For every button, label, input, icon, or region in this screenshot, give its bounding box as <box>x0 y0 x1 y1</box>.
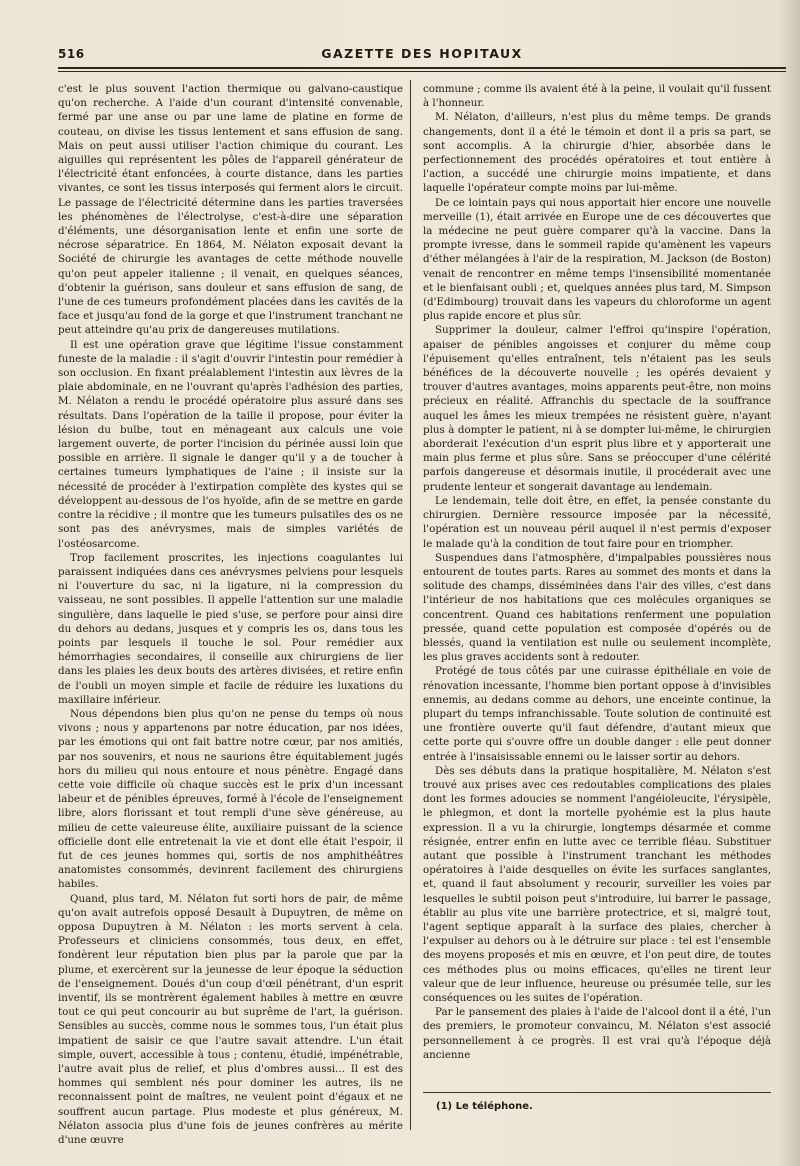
footnote: (1) Le téléphone. <box>436 1101 533 1112</box>
left-column <box>58 82 403 1147</box>
right-column <box>423 82 771 1062</box>
paragraph: Le lendemain, telle doit être, en effet, la pensée constante du chirurgien. Dernière ressource imposée par la nécessité, l'opération est un nouveau péril auquel il n'est permis d'exposer le malade qu'à la condition de tout faire pour en triompher. <box>423 494 771 550</box>
paragraph: c'est le plus souvent l'action thermique ou galvano-caustique qu'on recherche. A l'aide d'un courant d'intensité convenable, fermé par une anse ou par une lame de platine en forme de couteau, on divise les tissus lentement et sans effusion de sang. Mais on peut aussi utiliser l'action chimique du courant. Les aiguilles qui représentent les pôles de l'appareil générateur de l'électricité étant enfoncées, à courte distance, dans les parties vivantes, ce sont les tissus interposés qui ferment alors le circuit. Le passage de l'électricité détermine dans les parties traversées les phénomènes de l'électrolyse, c'est-à-dire une séparation d'éléments, une désorganisation lente et enfin une sorte de nécrose séparatrice. En 1864, M. Nélaton exposait devant la Société de chirurgie les avantages de cette méthode nouvelle qu'on peut appeler italienne ; il venait, en quelques séances, d'obtenir la guérison, sans douleur et sans effusion de sang, de l'une de ces tumeurs profondément placées dans les cavités de la face et jusqu'au fond de la gorge et que l'instrument tranchant ne peut atteindre qu'au prix de dangereuses mutilations. <box>58 83 403 337</box>
paragraph: commune ; comme ils avaient été à la peine, il voulait qu'il fussent à l'honneur. <box>423 83 771 110</box>
paragraph: Nous dépendons bien plus qu'on ne pense du temps où nous vivons ; nous y appartenons par notre éducation, par nos idées, par les émotions qui ont fait battre notre cœur, par nos amitiés, par nos souvenirs, et nous ne saurions être équitablement jugés hors du milieu qui nous entoure et nous pénètre. Engagé dans cette voie difficile où chaque succès est le prix d'un incessant labeur et de pénibles épreuves, formé à l'école de l'enseignement libre, alors florissant et tout rempli d'une sève généreuse, au milieu de cette valeureuse élite, auxiliaire puissant de la science officielle dont elle entretenait la vie et dont elle était l'espoir, il fut de ces jeunes hommes qui, sortis de nos amphithéâtres anatomistes consommés, devinrent facilement des chirurgiens habiles. <box>58 707 403 891</box>
paragraph: Il est une opération grave que légitime l'issue constamment funeste de la maladie : il s'agit d'ouvrir l'intestin pour remédier à son occlusion. En fixant préalablement l'intestin aux lèvres de la plaie abdominale, en ne l'ouvrant qu'après l'adhésion des parties, M. Nélaton a rendu le procédé opératoire plus assuré dans ses résultats. Dans l'opération de la taille il propose, pour éviter la lésion du bulbe, tout en ménageant aux calculs une voie largement ouverte, de porter l'incision du périnée aussi loin que possible en arrière. Il signale le danger qu'il y a de toucher à certaines tumeurs lymphatiques de l'aine ; il insiste sur la nécessité de procéder à l'extirpation complète des kystes qui se développent au-dessous de l'os hyoïde, afin de se mettre en garde contre la récidive ; il montre que les tumeurs pulsatiles des os ne sont pas des anévrysmes, mais de simples variétés de l'ostéosarcome. <box>58 338 403 550</box>
paragraph: De ce lointain pays qui nous apportait hier encore une nouvelle merveille (1), était arrivée en Europe une de ces découvertes que la médecine ne peut guère comparer qu'à la vaccine. Dans la prompte ivresse, dans le sommeil rapide qu'amènent les vapeurs d'éther mélangées à l'air de la respiration, M. Jackson (de Boston) venait de rencontrer en même temps l'insensibilité momentanée et le bienfaisant oubli ; et, quelques années plus tard, M. Simpson (d'Edimbourg) trouvait dans les vapeurs du chloroforme un agent plus rapide encore et plus sûr. <box>423 196 771 323</box>
header-rule <box>58 67 786 72</box>
paragraph: Trop facilement proscrites, les injections coagulantes lui paraissent indiquées dans ces anévrysmes pelviens pour lesquels ni l'ouverture du sac, ni la ligature, ni la compression du vaisseau, ne sont possibles. Il appelle l'attention sur une maladie singulière, dans laquelle le pied s'use, se perfore pour ainsi dire du dehors au dedans, jusques et y compris les os, dans tous les points par lesquels il touche le sol. Pour remédier aux hémorrhagies secondaires, il conseille aux chirurgiens de lier dans les plaies les deux bouts des artères divisées, et retire enfin de l'oubli un moyen simple et facile de réduire les luxations du maxillaire inférieur. <box>58 551 403 706</box>
footnote-rule <box>423 1092 771 1093</box>
paragraph: Par le pansement des plaies à l'aide de l'alcool dont il a été, l'un des premiers, le promoteur convaincu, M. Nélaton s'est associé personnellement à ce progrès. Il est vrai qu'à l'époque déjà ancienne <box>423 1006 771 1061</box>
page-header <box>58 44 786 66</box>
paragraph: Dès ses débuts dans la pratique hospitalière, M. Nélaton s'est trouvé aux prises avec ces redoutables complications des plaies dont les formes adoucies se nomment l'angéioleucite, l'érysipèle, le phlegmon, et dont la mortelle pyohémie est la plus haute expression. Il a vu la chirurgie, longtemps désarmée et comme résignée, entrer enfin en lutte avec ce terrible fléau. Substituer autant que possible à l'instrument tranchant les méthodes opératoires à l'aide desquelles on évite les surfaces sanglantes, et, quand il faut absolument y recourir, surveiller les voies par lesquelles le subtil poison peut s'introduire, lui barrer le passage, établir au plus vite une barrière protectrice, et si, malgré tout, l'agent septique apparaît à la surface des plaies, chercher à l'expulser au dehors ou à le détruire sur place : tel est l'ensemble des moyens proposés et mis en œuvre, et l'on peut dire, de toutes ces méthodes plus ou moins efficaces, qu'elles ne tirent leur valeur que de leur influence, heureuse ou présumée telle, sur les conséquences ou les suites de l'opération. <box>423 764 771 1004</box>
page-number: 516 <box>58 47 85 61</box>
journal-title: GAZETTE DES HOPITAUX <box>321 46 523 61</box>
paragraph: Quand, plus tard, M. Nélaton fut sorti hors de pair, de même qu'on avait autrefois opposé Desault à Dupuytren, de même on opposa Dupuytren à M. Nélaton : les morts servent à cela. Professeurs et cliniciens consommés, tous deux, en effet, fondèrent leur réputation bien plus par la parole que par la plume, et exercèrent sur la jeunesse de leur époque la séduction de l'enseignement. Doués d'un coup d'œil pénétrant, d'un esprit inventif, ils se montrèrent également habiles à mettre en œuvre tout ce qui peut concourir au but suprême de l'art, la guérison. Sensibles au succès, comme nous le sommes tous, l'un était plus impatient de saisir ce que l'autre savait attendre. L'un était simple, ouvert, accessible à tous ; contenu, étudié, impénétrable, l'autre avait plus de relief, et plus d'ombres aussi... Il est des hommes qui semblent nés pour dominer les autres, ils ne reconnaissent point de maîtres, ne veulent point d'égaux et ne souffrent aucun partage. Plus modeste et plus généreux, M. Nélaton associa plus d'une fois de jeunes confrères au mérite d'une œuvre <box>58 892 403 1147</box>
paragraph: Protégé de tous côtés par une cuirasse épithéliale en voie de rénovation incessante, l'homme bien portant oppose à d'invisibles ennemis, au dedans comme au dehors, une enceinte continue, la plupart du temps infranchissable. Toute solution de continuité est une frontière ouverte qu'il faut défendre, d'autant mieux que cette porte qui s'ouvre offre un double danger : elle peut donner entrée à l'insaisissable ennemi ou le laisser sortir au dehors. <box>423 665 771 763</box>
page-edge-shadow <box>778 0 800 1166</box>
paragraph: M. Nélaton, d'ailleurs, n'est plus du même temps. De grands changements, dont il a été le témoin et dont il a pris sa part, se sont accomplis. A la chirurgie d'hier, absorbée dans le perfectionnement des procédés opératoires et tout entière à l'action, a succédé une chirurgie moins impatiente, et dans laquelle l'opérateur compte moins par lui-même. <box>423 111 771 195</box>
paragraph: Supprimer la douleur, calmer l'effroi qu'inspire l'opération, apaiser de pénibles angoisses et conjurer du même coup l'épuisement qu'elles entraînent, tels n'étaient pas les seuls bénéfices de la découverte nouvelle ; les opérés devaient y trouver d'autres avantages, moins apparents peut-être, non moins précieux en réalité. Affranchis du spectacle de la souffrance auquel les âmes les mieux trempées ne résistent guère, n'ayant plus à dompter le patient, ni à se dompter lui-même, le chirurgien aborderait l'exécution d'un esprit plus libre et y apporterait une main plus ferme et plus sûre. Sans se préoccuper d'une célérité parfois dangereuse et désormais inutile, il procéderait avec une prudente lenteur et songerait davantage au lendemain. <box>423 324 771 493</box>
column-divider <box>410 80 411 1130</box>
paragraph: Suspendues dans l'atmosphère, d'impalpables poussières nous entourent de toutes parts. Rares au sommet des monts et dans la solitude des champs, disséminées dans l'air des villes, c'est dans l'intérieur de nos habitations que ces molécules organiques se concentrent. Quand ces habitations renferment une population pressée, quand cette population est composée d'opérés ou de blessés, quand la ventilation est nulle ou seulement incomplète, les plus graves accidents sont à redouter. <box>423 551 771 664</box>
